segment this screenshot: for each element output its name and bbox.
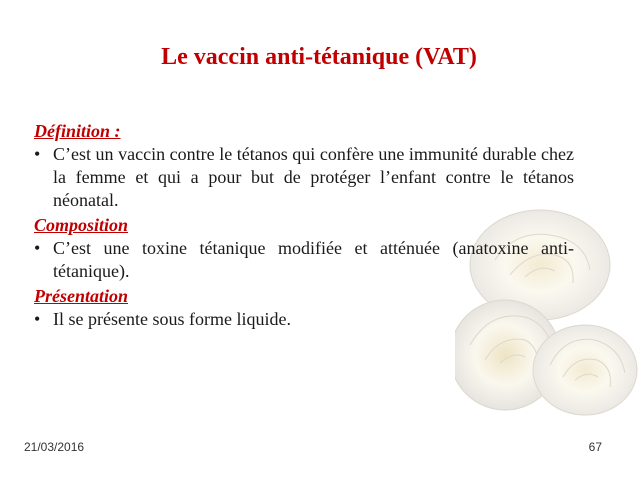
section-heading-composition: Composition xyxy=(34,215,129,235)
bullet-dot: • xyxy=(34,309,41,329)
section-heading-definition: Définition : xyxy=(34,121,121,141)
bullet-dot: • xyxy=(34,144,41,164)
slide-content xyxy=(34,120,574,333)
bullet-text: C’est une toxine tétanique modifiée et atténuée (anatoxine anti-tétanique). xyxy=(53,238,574,281)
bullet-composition xyxy=(34,237,574,283)
section-heading-presentation: Présentation xyxy=(34,286,129,306)
footer-date: 21/03/2016 xyxy=(24,440,85,454)
bullet-dot: • xyxy=(34,238,41,258)
bullet-text: C’est un vaccin contre le tétanos qui confère une immunité durable chez la femme et qui a pour but de protéger l’enfant contre le tétanos néonatal. xyxy=(53,144,574,210)
bullet-presentation xyxy=(34,308,574,331)
slide-title: Le vaccin anti-tétanique (VAT) xyxy=(161,44,477,70)
bullet-text: Il se présente sous forme liquide. xyxy=(53,309,291,329)
bullet-definition xyxy=(34,143,574,212)
page-number: 67 xyxy=(588,440,602,454)
